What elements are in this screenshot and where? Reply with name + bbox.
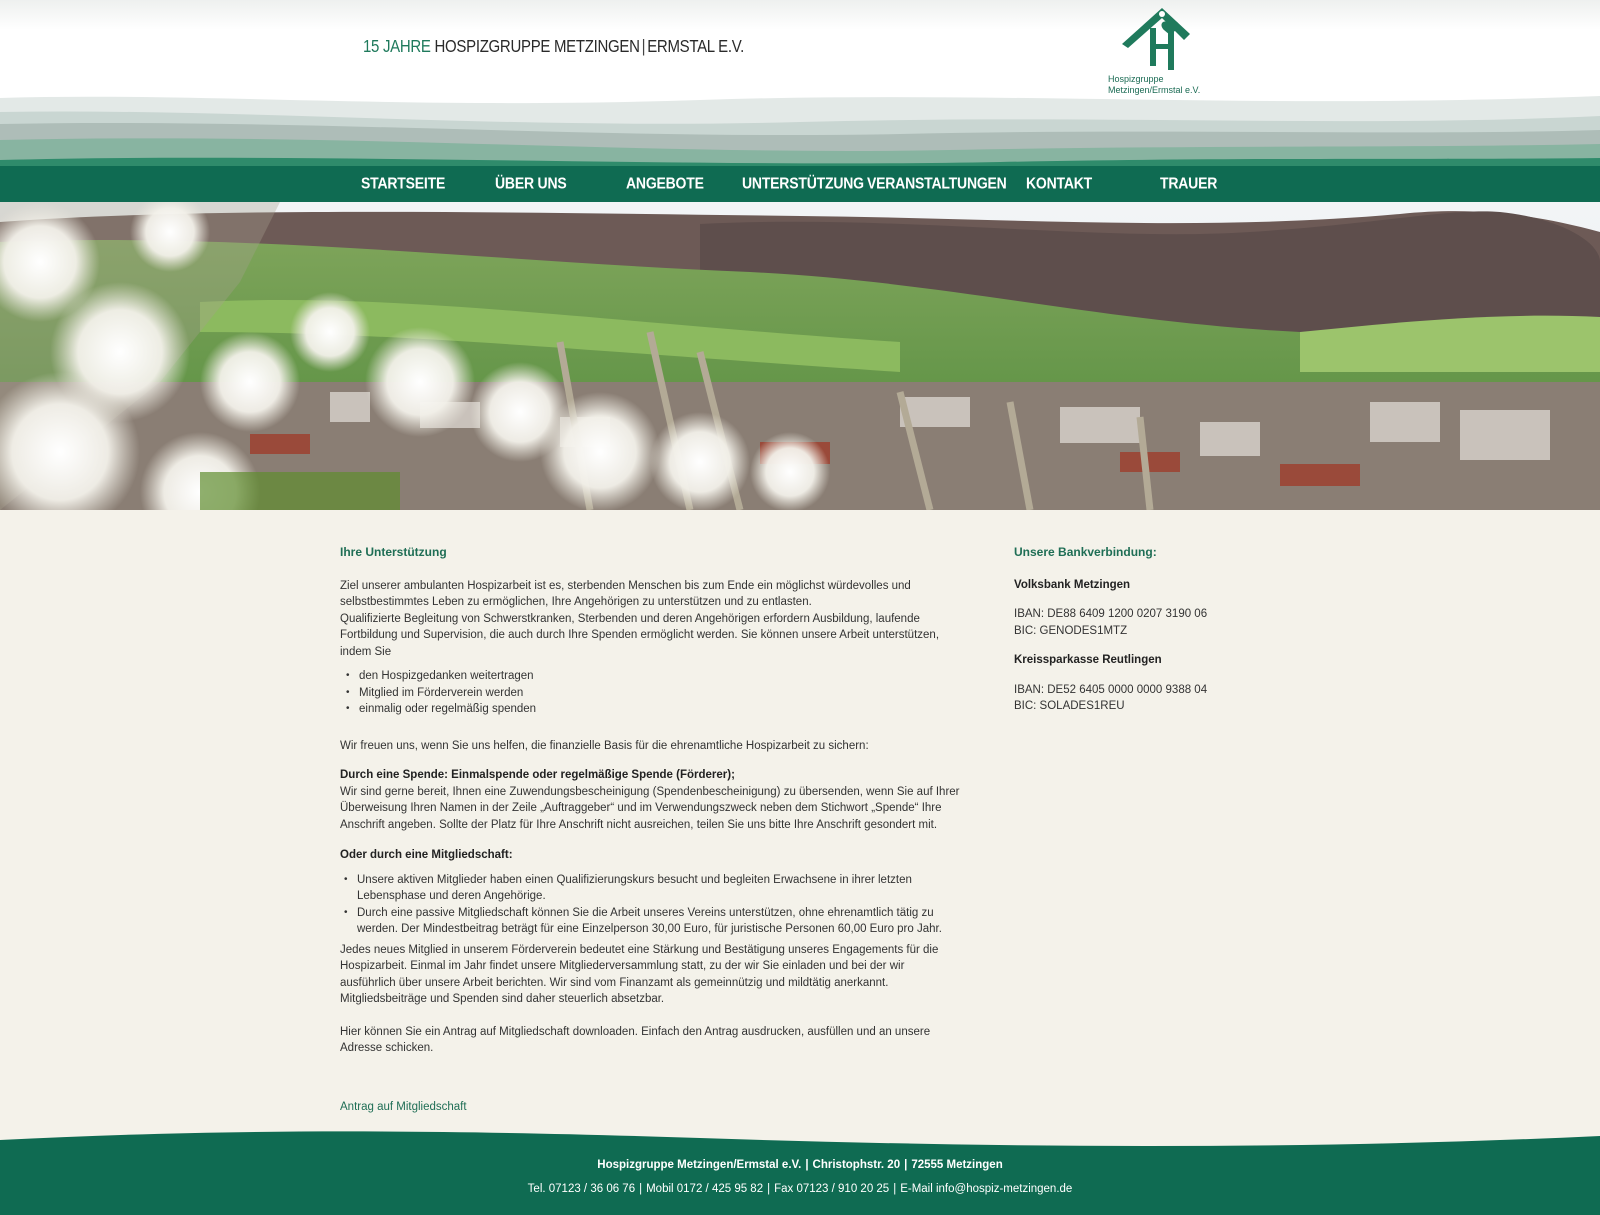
nav-item-kontakt[interactable]: KONTAKT [1026,174,1092,192]
nav-item-trauer[interactable]: TRAUER [1160,174,1218,192]
footer-email[interactable]: E-Mail info@hospiz-metzingen.de [900,1183,1073,1195]
site-footer [0,1130,1600,1215]
list-item: • Mitglied im Förderverein werden [359,685,960,702]
footer-fax: Fax 07123 / 910 20 25 [774,1183,890,1195]
antrag-paragraph: Hier können Sie ein Antrag auf Mitgliedschaft downloaden. Einfach den Antrag ausdrucken, ausfüllen und an unsere Adresse schicken. [340,1025,931,1054]
house-heart-logo-icon [1118,4,1198,76]
footer-tel[interactable]: Tel. 07123 / 36 06 76 [527,1183,636,1195]
intro-paragraph-1: Ziel unserer ambulanten Hospizarbeit ist es, sterbenden Menschen bis zum Ende ein möglichst würdevolles und selbstbestimmtes Leben zu ermöglichen, Ihre Angehörigen zu unterstützen und zu entlasten. [340,579,911,608]
footer-street: Christophstr. 20 [812,1159,901,1171]
brand-years: 15 JAHRE [363,37,431,57]
spende-heading: Durch eine Spende: Einmalspende oder regelmäßige Spende (Förderer); [340,769,735,781]
nav-item-ueber-uns[interactable]: ÜBER UNS [495,174,567,192]
mitglied-heading: Oder durch eine Mitgliedschaft: [340,849,513,861]
list-item: • einmalig oder regelmäßig spenden [359,701,960,718]
spende-paragraph: Wir sind gerne bereit, Ihnen eine Zuwendungsbescheinigung (Spendenbescheinigung) zu übersenden, wenn Sie auf Ihrer Überweisung Ihren Namen in der Zeile „Auftraggeber“ und im Verwendungszweck neben dem Stichwort „Spende“ Ihre Anschrift angeben. Sollte der Platz für Ihre Anschrift nicht ausreichen, teilen Sie uns bitte Ihre Anschrift gesondert mit. [340,785,960,831]
logo-line-2: Metzingen/Ermstal e.V. [1108,85,1201,95]
footer-city: 72555 Metzingen [911,1159,1003,1171]
site-header [0,0,1600,202]
mitglied-list [357,872,960,938]
bank-iban: IBAN: DE88 6409 1200 0207 3190 06 [1014,608,1208,620]
brand-separator: | [641,37,646,57]
list-item: • den Hospizgedanken weitertragen [359,668,960,685]
hero-landscape-image [0,202,1600,510]
main-content [340,544,960,1115]
list-item: • Durch eine passive Mitgliedschaft können Sie die Arbeit unseres Vereins unterstützen, ohne ehrenamtlich tätig zu werden. Der Mindestbeitrag beträgt für eine Einzelperson 30,00 Euro, für juristische Personen 60,00 Euro pro Jahr. [357,905,960,938]
footer-contact: Tel. 07123 / 36 06 76 | Mobil 0172 / 425 95 82 | Fax 07123 / 910 20 25 | E-Mail info@hospiz-metzingen.de [527,1183,1073,1195]
list-item: • Unsere aktiven Mitglieder haben einen Qualifizierungskurs besucht und begleiten Erwachsene in ihrer letzten Lebensphase und deren Angehörige. [357,872,960,905]
intro-paragraph-2: Qualifizierte Begleitung von Schwerstkranken, Sterbenden und deren Angehörigen erfordern Ausbildung, laufende Fortbildung und Supervision, die auch durch Ihre Spenden ermöglicht werden. Sie können unsere Arbeit unterstützen, indem Sie [340,612,940,658]
nav-item-startseite[interactable]: STARTSEITE [361,174,446,192]
logo-text [1108,74,1200,96]
page-title: Ihre Unterstützung [340,545,447,559]
freuen-paragraph: Wir freuen uns, wenn Sie uns helfen, die finanzielle Basis für die ehrenamtliche Hospizarbeit zu sichern: [340,739,869,752]
foerder-paragraph: Jedes neues Mitglied in unserem Förderverein bedeutet eine Stärkung und Bestätigung unseres Engagements für die Hospizarbeit. Einmal im Jahr findet unsere Mitgliederversammlung statt, zu der wir Sie einladen und bei der wir ausführlich über unsere Arbeit berichten. Wir sind vom Finanzamt als gemeinnützig und mildtätig anerkannt. Mitgliedsbeiträge und Spenden sind daher steuerlich absetzbar. [340,943,939,1005]
bank-heading: Unsere Bankverbindung: [1014,545,1157,559]
nav-item-angebote[interactable]: ANGEBOTE [626,174,704,192]
footer-org: Hospizgruppe Metzingen/Ermstal e.V. [597,1159,802,1171]
bank-bic: BIC: SOLADES1REU [1014,700,1125,712]
nav-item-unterstuetzung[interactable]: UNTERSTÜTZUNG [742,174,864,192]
antrag-download-link[interactable]: Antrag auf Mitgliedschaft [340,1100,467,1113]
main-nav [0,166,1600,202]
landscape-photo [0,202,1600,510]
bank-bic: BIC: GENODES1MTZ [1014,624,1128,637]
brand-name: HOSPIZGRUPPE METZINGEN [434,37,640,57]
logo-line-1: Hospizgruppe [1108,74,1164,84]
footer-mobil[interactable]: Mobil 0172 / 425 95 82 [646,1183,764,1195]
footer-address: Hospizgruppe Metzingen/Ermstal e.V. | Christophstr. 20 | 72555 Metzingen [597,1159,1003,1171]
site-brand[interactable] [363,37,744,57]
nav-item-veranstaltungen[interactable]: VERANSTALTUNGEN [867,174,1007,192]
bank-sidebar [1014,544,1274,715]
bank-name: Kreissparkasse Reutlingen [1014,654,1162,666]
footer-wave-decoration [0,1130,1600,1215]
bank-iban: IBAN: DE52 6405 0000 0000 9388 04 [1014,683,1208,696]
brand-region: ERMSTAL E.V. [647,37,744,57]
bank-name: Volksbank Metzingen [1014,578,1131,591]
support-ways-list [359,668,960,718]
